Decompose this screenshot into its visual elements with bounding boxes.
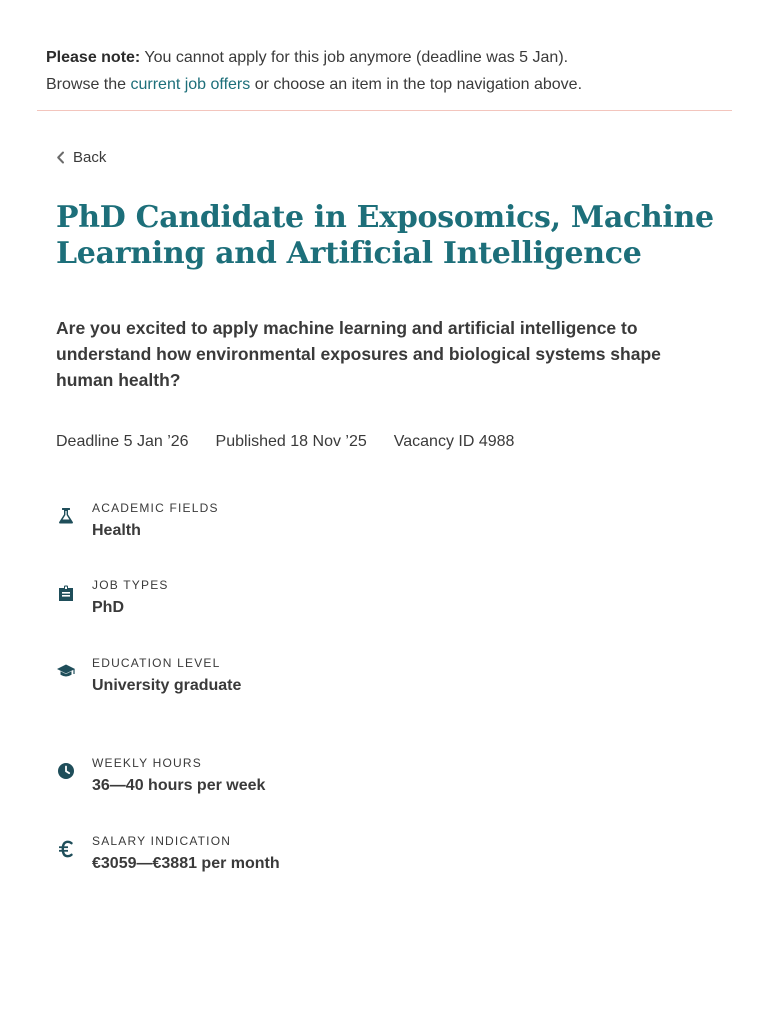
field-value: Health (92, 522, 141, 539)
field-label: JOB TYPES (92, 578, 169, 592)
notice-line-2 (46, 71, 732, 98)
deadline-text: Deadline 5 Jan ’26 (56, 433, 189, 450)
euro-icon (56, 839, 76, 859)
field-label: EDUCATION LEVEL (92, 656, 221, 670)
field-label: ACADEMIC FIELDS (92, 501, 219, 515)
vacancy-id-text: Vacancy ID 4988 (393, 433, 515, 450)
field-value: University graduate (92, 677, 242, 694)
graduation-cap-icon (56, 661, 76, 681)
page-title: PhD Candidate in Exposomics, Machine Learning and Artificial Intelligence (56, 200, 714, 271)
deadline-notice (37, 44, 732, 111)
lead-text: Are you excited to apply machine learning and artificial intelligence to understand how environmental exposures and biological systems shape human health? (56, 318, 661, 390)
back-label: Back (73, 148, 107, 166)
notice-line2-suffix: or choose an item in the top navigation above. (250, 76, 583, 93)
flask-icon (56, 506, 76, 526)
notice-line2-prefix: Browse the (46, 76, 131, 93)
field-value: 36—40 hours per week (92, 777, 266, 794)
chevron-left-icon (56, 150, 68, 164)
field-label: WEEKLY HOURS (92, 756, 202, 770)
vacancy-meta (56, 430, 541, 454)
current-job-offers-link[interactable]: current job offers (130, 76, 251, 93)
field-value: €3059—€3881 per month (92, 855, 280, 872)
field-label: SALARY INDICATION (92, 834, 232, 848)
notice-message: You cannot apply for this job anymore (deadline was 5 Jan). (140, 49, 569, 66)
back-link[interactable] (56, 145, 106, 169)
notice-line-1 (46, 44, 732, 71)
id-badge-icon (56, 583, 76, 603)
notice-label: Please note: (46, 49, 141, 66)
field-value: PhD (92, 599, 124, 616)
published-text: Published 18 Nov ’25 (215, 433, 367, 450)
clock-icon (56, 761, 76, 781)
